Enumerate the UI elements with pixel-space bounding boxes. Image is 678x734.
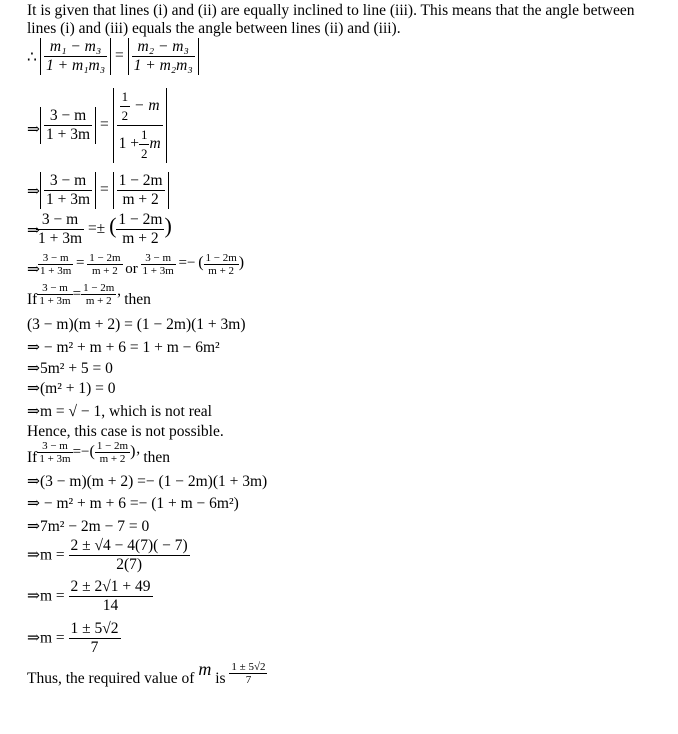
conclusion <box>27 660 267 688</box>
implies-symbol: ⇒ <box>27 121 40 138</box>
eq4-left-numerator: 3 − m <box>36 211 84 230</box>
therefore-symbol: ∴ <box>27 49 37 66</box>
case1-line-5 <box>27 403 212 421</box>
implies-symbol: ⇒ <box>27 183 40 200</box>
conclusion-is: is <box>215 670 226 687</box>
case2-den1: 1 + 3m <box>39 453 71 465</box>
solution-2 <box>27 578 153 615</box>
sol3-denominator: 7 <box>90 639 99 656</box>
equation-3: $\frac{3 - m}{1 + 3m}$ = $\frac{1 - 2m}{m + 2}$ <box>40 172 169 209</box>
eq2-inner-den: 2 <box>140 146 148 161</box>
conclusion-var: m <box>198 659 212 679</box>
equation-1: $\frac{\text{m₁ − m₃}}{\text{1 + m₁m₃}}$ = $\frac{\text{m₂ − m₃}}{\text{1 + m₂m₃}}$ <box>40 38 199 75</box>
eq2-inner-num: 1 <box>139 126 150 145</box>
eq2-one-plus: 1 + <box>118 135 139 153</box>
eq4-right-numerator: 1 − 2m <box>118 211 163 228</box>
eq3-left-numerator: 3 − m <box>44 172 92 191</box>
eq1-right-numerator: m₂ − m₃ <box>132 38 195 57</box>
eq1-right-denominator: 1 + m₂m₃ <box>133 57 193 74</box>
equation-2: $\frac{3 - m}{1 + 3m}$ = $\frac{1}{2}$ − m 1 + $\frac{1}{2}$ m <box>40 88 167 163</box>
eq3-left-denominator: 1 + 3m <box>46 191 91 208</box>
sol3-numerator: 1 ± 5√2 <box>70 620 119 637</box>
eq3-right-denominator: m + 2 <box>122 191 159 208</box>
case1-line-4: ⇒(m² + 1) = 0 <box>27 380 116 397</box>
case2-num1: 3 − m <box>37 440 72 453</box>
sol3-lhs: ⇒m = <box>27 629 65 647</box>
equation-4: $\frac{3 - m}{1 + 3m}$ =± ( $\frac{1 - 2m}{m + 2}$ ) <box>38 211 172 247</box>
sol1-lhs: ⇒m = <box>27 546 65 564</box>
eq5-neg: =− <box>178 255 196 272</box>
case2-num2: 1 − 2m <box>96 440 129 452</box>
case1-num2: 1 − 2m <box>83 282 115 294</box>
case-1-if: If <box>27 291 38 309</box>
eq4-left-denominator: 1 + 3m <box>38 230 83 247</box>
sol1-numerator: 2 ± √4 − 4(7)( − 7) <box>70 537 188 554</box>
eq5-d-den: m + 2 <box>208 265 235 277</box>
eq5-c-den: 1 + 3m <box>142 265 174 277</box>
eq2-left-denominator: 1 + 3m <box>46 126 91 143</box>
implies-symbol: ⇒ <box>27 261 40 278</box>
not-real-note: , which is not real <box>101 403 212 420</box>
eq5-d-num: 1 − 2m <box>205 252 237 264</box>
sol2-denominator: 14 <box>102 597 119 614</box>
eq4-right-denominator: m + 2 <box>122 230 159 247</box>
case2-den2: m + 2 <box>99 453 126 465</box>
case2-line-3: ⇒7m² − 2m − 7 = 0 <box>27 518 150 535</box>
eq5-b-den: m + 2 <box>91 265 118 277</box>
case-1-condition: If $\frac{3 - m}{1 + 3m}$ = $\frac{1 - 2m}{m + 2}$ ’ then <box>27 282 151 309</box>
eq2-inner-m: m <box>149 135 161 153</box>
case1-den1: 1 + 3m <box>39 295 71 307</box>
eq4-sign: =± <box>87 220 106 238</box>
solution-1 <box>27 537 190 574</box>
eq3-right-numerator: 1 − 2m <box>118 172 163 189</box>
eq2-half-num: 1 <box>120 88 131 107</box>
eq2-half-den: 2 <box>121 108 129 123</box>
eq5-a-den: 1 + 3m <box>40 265 72 277</box>
solution-3 <box>27 620 121 657</box>
case-1-then: ’ then <box>116 291 151 309</box>
sol2-numerator: 2 ± 2√1 + 49 <box>70 578 151 595</box>
case1-conclusion: Hence, this case is not possible. <box>27 423 224 440</box>
conclusion-text: Thus, the required value of <box>27 670 195 687</box>
conclusion-numerator: 1 ± 5√2 <box>231 660 266 673</box>
sol1-denominator: 2(7) <box>116 556 143 573</box>
eq2-left-numerator: 3 − m <box>44 107 92 126</box>
intro-line-2: lines (i) and (iii) equals the angle between lines (ii) and (iii). <box>27 20 401 37</box>
implies-symbol: ⇒ <box>27 222 40 239</box>
eq5-or: or <box>125 261 138 278</box>
eq1-left-numerator: m₁ − m₃ <box>44 38 107 57</box>
case1-den2: m + 2 <box>85 295 112 307</box>
case2-line-1: ⇒(3 − m)(m + 2) =− (1 − 2m)(1 + 3m) <box>27 473 268 490</box>
equation-5: $\frac{3 - m}{1 + 3m}$ = $\frac{1 - 2m}{m + 2}$ or $\frac{3 - m}{1 + 3m}$ =− ( $\frac{1 - 2m}{m + 2}$ ) <box>40 252 245 278</box>
intro-line-1: It is given that lines (i) and (ii) are equally inclined to line (iii). This means that the angle between <box>27 2 635 19</box>
case1-line-3: ⇒5m² + 5 = 0 <box>27 360 113 377</box>
case2-neg: =− <box>72 444 90 461</box>
case-2-condition: If $\frac{3 - m}{1 + 3m}$ =−( $\frac{1 - 2m}{m + 2}$ )’ then <box>27 440 171 467</box>
case1-root-expression: ⇒m = √ − 1 <box>27 403 102 420</box>
case2-line-2: ⇒ − m² + m + 6 =− (1 + m − 6m²) <box>27 495 239 512</box>
eq5-c-num: 3 − m <box>141 252 176 265</box>
case1-line-2: ⇒ − m² + m + 6 = 1 + m − 6m² <box>27 339 220 356</box>
sol2-lhs: ⇒m = <box>27 587 65 605</box>
eq5-a-num: 3 − m <box>38 252 73 265</box>
case1-line-1: (3 − m)(m + 2) = (1 − 2m)(1 + 3m) <box>27 316 246 333</box>
eq1-left-denominator: 1 + m₁m₃ <box>46 57 106 74</box>
eq2-minus-m: − m <box>134 97 160 115</box>
conclusion-denominator: 7 <box>245 673 252 686</box>
case1-num1: 3 − m <box>37 282 72 295</box>
case-2-then: ’ then <box>135 449 171 467</box>
case-2-if: If <box>27 449 38 467</box>
eq5-b-num: 1 − 2m <box>89 252 121 264</box>
